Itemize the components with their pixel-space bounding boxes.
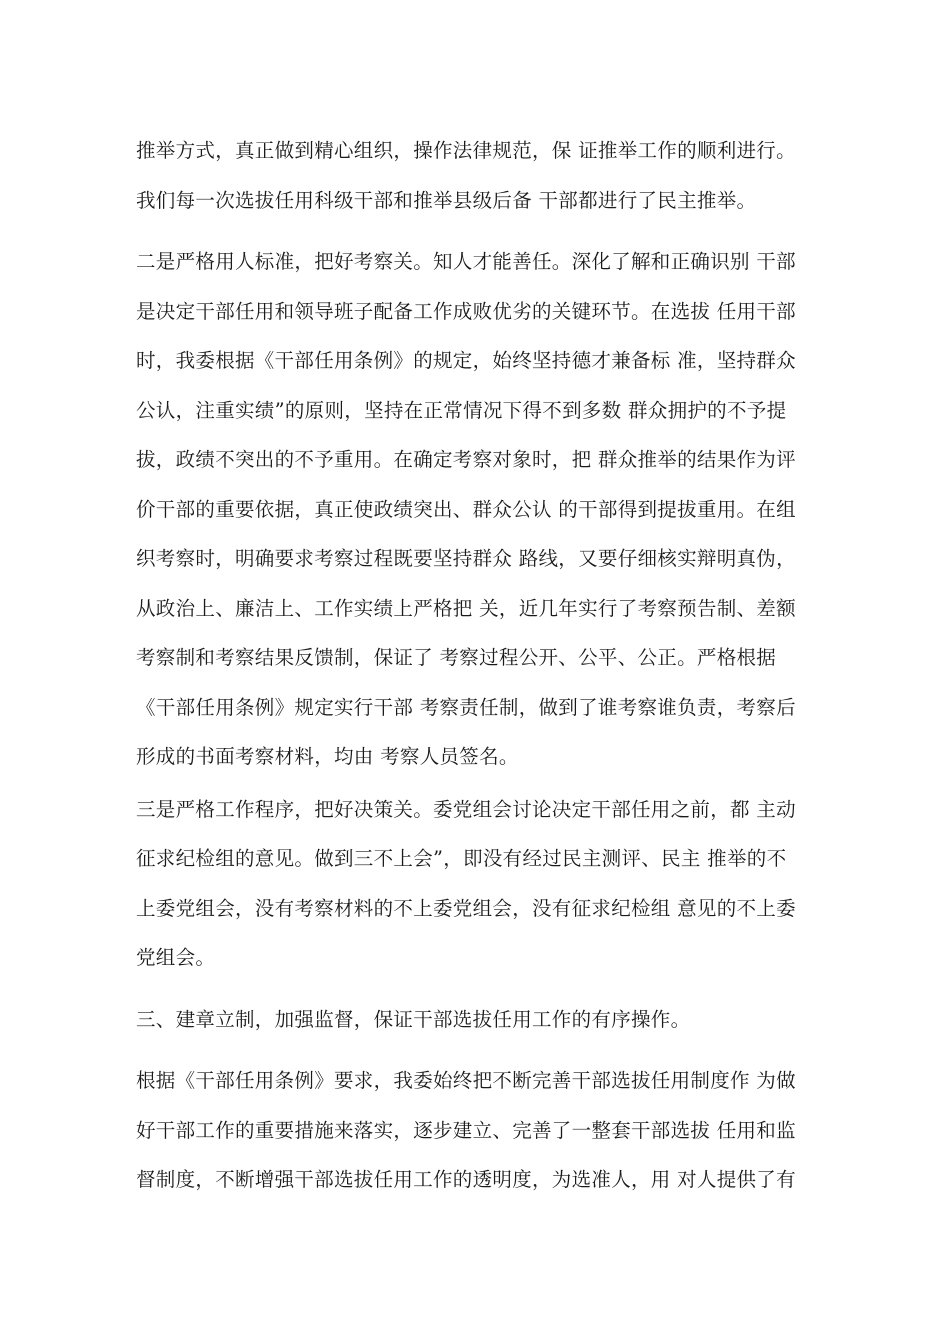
paragraph-1 bbox=[136, 126, 826, 225]
text-line: 从政治上、廉洁上、工作实绩上严格把 关，近几年实行了考察预告制、差额 bbox=[136, 596, 796, 620]
text-line: 价干部的重要依据，真正使政绩突出、群众公认 的干部得到提拔重用。在组 bbox=[136, 497, 796, 521]
text-line: 是决定干部任用和领导班子配备工作成败优劣的关键环节。在选拔 任用干部 bbox=[136, 299, 796, 323]
text-line: 织考察时，明确要求考察过程既要坚持群众 路线，又要仔细核实辩明真伪， bbox=[136, 547, 796, 570]
paragraph-2 bbox=[136, 237, 826, 782]
text-line: 二是严格用人标准，把好考察关。知人才能善任。深化了解和正确识别 干部 bbox=[136, 250, 796, 273]
text-line: 形成的书面考察材料，均由 考察人员签名。 bbox=[136, 745, 519, 768]
text-line: 考察制和考察结果反馈制，保证了 考察过程公开、公平、公正。严格根据 bbox=[136, 646, 777, 669]
text-line: 公认，注重实绩”的原则，坚持在正常情况下得不到多数 群众拥护的不予提 bbox=[136, 398, 787, 422]
text-line: 好干部工作的重要措施来落实，逐步建立、完善了一整套干部选拔 任用和监 bbox=[136, 1118, 796, 1142]
text-line: 拔，政绩不突出的不予重用。在确定考察对象时，把 群众推举的结果作为评 bbox=[136, 448, 796, 471]
paragraph-3 bbox=[136, 785, 826, 983]
document-page bbox=[136, 126, 826, 1205]
section-heading bbox=[136, 995, 826, 1045]
text-line: 三是严格工作程序，把好决策关。委党组会讨论决定干部任用之前，都 主动 bbox=[136, 797, 796, 821]
text-line: 党组会。 bbox=[136, 946, 216, 969]
text-line: 推举方式，真正做到精心组织，操作法律规范，保 证推举工作的顺利进行。 bbox=[136, 139, 796, 162]
text-line: 我们每一次选拔任用科级干部和推举县级后备 干部都进行了民主推举。 bbox=[136, 188, 757, 212]
paragraph-5 bbox=[136, 1056, 826, 1205]
text-line: 征求纪检组的意见。做到三不上会”，即没有经过民主测评、民主 推举的不 bbox=[136, 847, 787, 870]
text-line: 时，我委根据《干部任用条例》的规定，始终坚持德才兼备标 准，坚持群众 bbox=[136, 349, 796, 372]
text-line: 根据《干部任用条例》要求，我委始终把不断完善干部选拔任用制度作 为做 bbox=[136, 1069, 796, 1092]
text-line: 上委党组会，没有考察材料的不上委党组会，没有征求纪检组 意见的不上委 bbox=[136, 896, 796, 920]
text-line: 督制度，不断增强干部选拔任用工作的透明度，为选准人，用 对人提供了有 bbox=[136, 1168, 796, 1191]
text-line: 三、建章立制，加强监督，保证干部选拔任用工作的有序操作。 bbox=[136, 1007, 691, 1031]
text-line: 《干部任用条例》规定实行干部 考察责任制，做到了谁考察谁负责，考察后 bbox=[136, 695, 796, 719]
